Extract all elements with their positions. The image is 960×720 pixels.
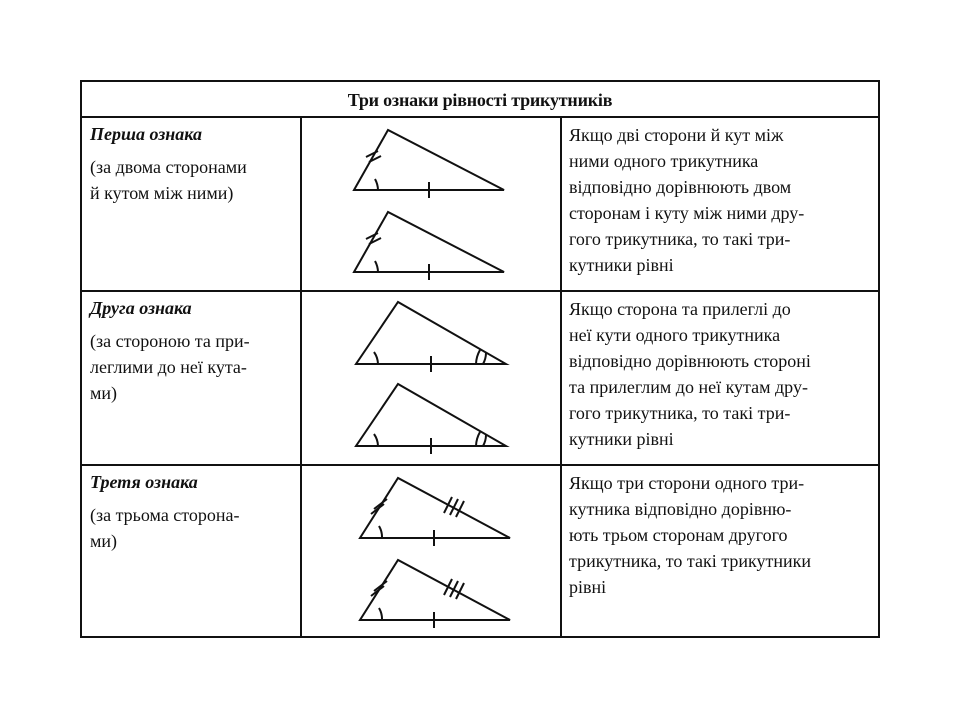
table-row (82, 292, 878, 464)
criterion-basis: (за трьома сторона- ми) (90, 505, 240, 551)
triangles-figure-asa (302, 292, 560, 464)
angle-arc-mark (379, 526, 382, 538)
triangle-1 (360, 478, 510, 538)
criterion-name: Перша ознака (90, 124, 202, 144)
angle-arc-mark (483, 435, 486, 446)
table-title: Три ознаки рівності трикутників (347, 89, 613, 110)
triangles-figure-sss (302, 466, 560, 638)
criterion-name: Третя ознака (90, 472, 198, 492)
table-row (82, 118, 878, 290)
criterion-description: Якщо три сторони одного три- кутника відповідно дорівню- ють трьом сторонам другого трикутника, то такі трикутники рівні (569, 473, 811, 597)
side-tick-mark (366, 233, 378, 239)
side-tick-mark (366, 151, 378, 157)
angle-arc-mark (374, 434, 378, 446)
angle-arc-mark (375, 261, 378, 272)
angle-arc-mark (476, 432, 480, 446)
triangle-2 (360, 560, 510, 620)
criterion-description: Якщо дві сторони й кут між ними одного трикутника відповідно дорівнюють двом сторонам і куту між ними дру- гого трикутника, то такі три- кутники рівні (569, 125, 805, 275)
criterion-description: Якщо сторона та прилеглі до неї кути одного трикутника відповідно дорівнюють стороні та прилеглим до неї кутам дру- гого трикутника, то такі три- кутники рівні (569, 299, 811, 449)
triangle-1 (356, 302, 506, 364)
angle-arc-mark (483, 353, 486, 364)
angle-arc-mark (476, 350, 480, 364)
angle-arc-mark (375, 179, 378, 190)
criterion-name-cell (90, 296, 298, 406)
side-tick-mark (444, 497, 452, 513)
criterion-basis: (за стороною та при- леглими до неї кута- ми) (90, 331, 250, 403)
criterion-name-cell (90, 122, 298, 206)
angle-arc-mark (379, 608, 382, 620)
criterion-name: Друга ознака (90, 298, 192, 318)
angle-arc-mark (374, 352, 378, 364)
table-row (82, 466, 878, 636)
side-tick-mark (444, 579, 452, 595)
triangle-2 (356, 384, 506, 446)
equality-criteria-table (80, 80, 880, 638)
criterion-basis: (за двома сторонами й кутом між ними) (90, 157, 247, 203)
triangles-figure-sas (302, 118, 560, 290)
criterion-name-cell (90, 470, 298, 554)
